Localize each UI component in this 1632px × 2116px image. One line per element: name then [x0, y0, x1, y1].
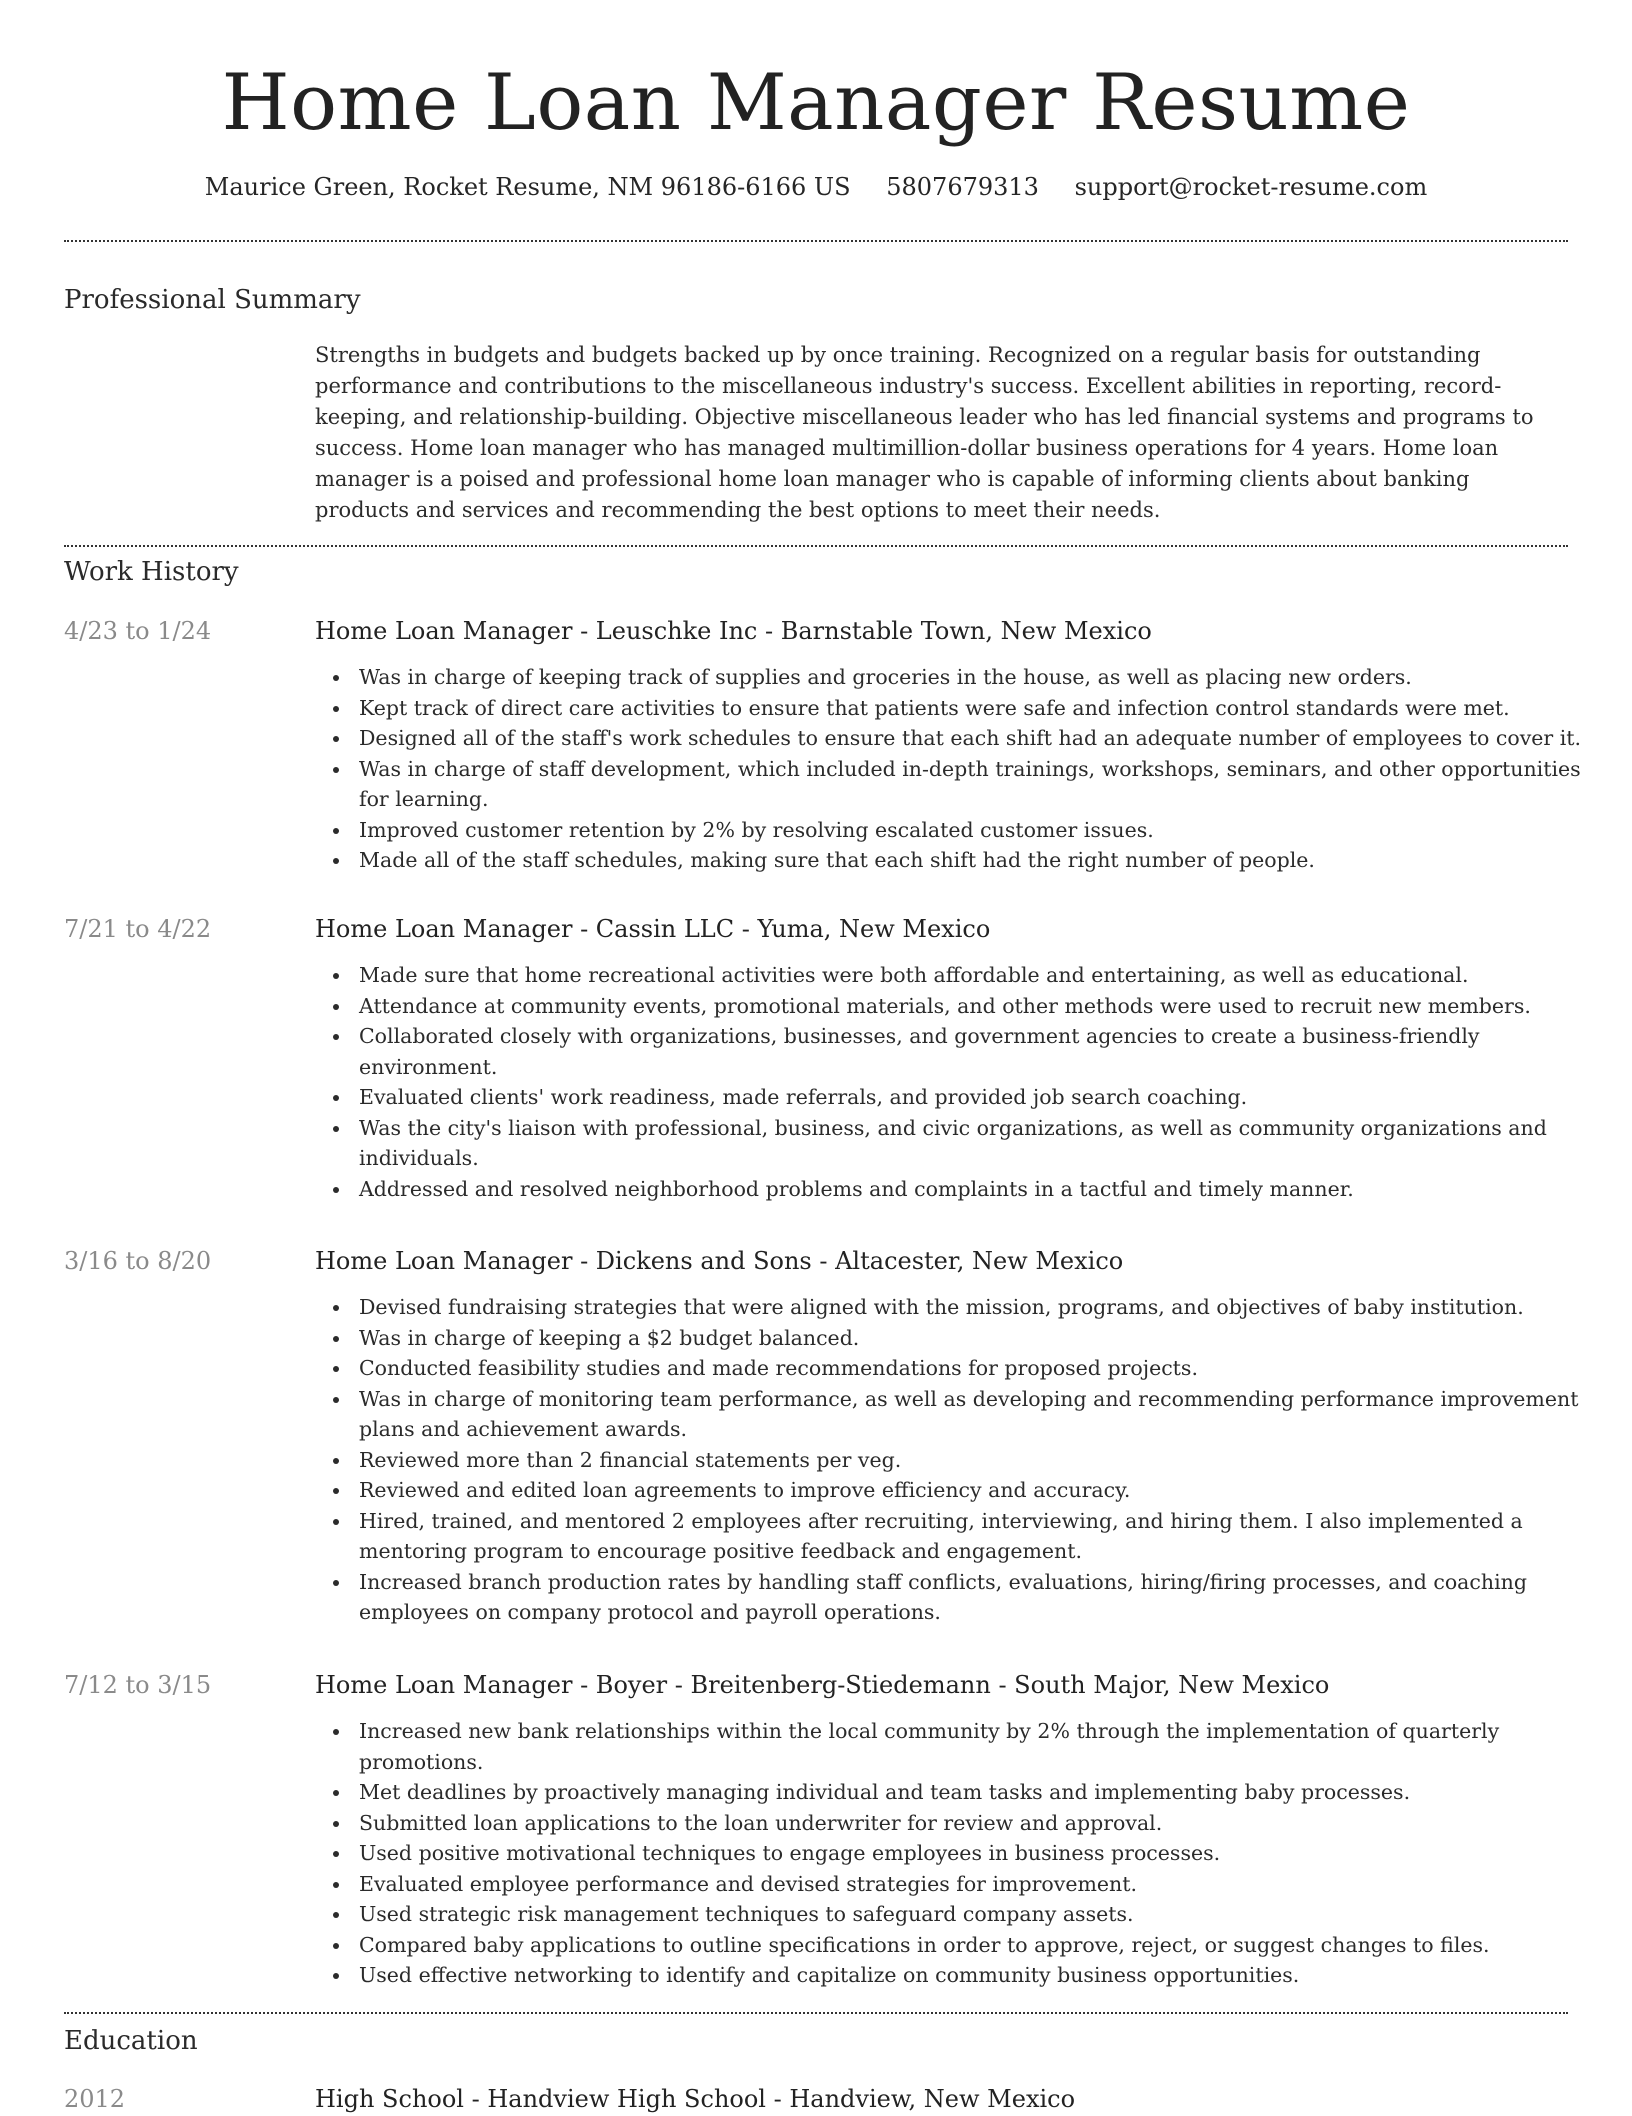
bullet-item: Addressed and resolved neighborhood problems and complaints in a tactful and timely manner. [359, 1174, 1612, 1205]
bullet-item: Met deadlines by proactively managing individual and team tasks and implementing baby processes. [359, 1777, 1612, 1808]
job-date: 4/23 to 1/24 [64, 617, 212, 645]
job-title: Home Loan Manager - Boyer - Breitenberg-Stiedemann - South Major, New Mexico [315, 1671, 1330, 1699]
divider [64, 2012, 1568, 2014]
bullet-item: Reviewed more than 2 financial statements per veg. [359, 1445, 1612, 1476]
bullet-item: Was the city's liaison with professional, business, and civic organizations, as well as community organizations and individuals. [359, 1113, 1612, 1174]
contact-address: Maurice Green, Rocket Resume, NM 96186-6166 US [204, 173, 851, 201]
bullet-item: Conducted feasibility studies and made recommendations for proposed projects. [359, 1353, 1612, 1384]
bullet-item: Used effective networking to identify and capitalize on community business opportunities. [359, 1960, 1612, 1991]
contact-phone: 5807679313 [886, 173, 1039, 201]
summary-text: Strengths in budgets and budgets backed up by once training. Recognized on a regular basis for outstanding performance and contributions to the miscellaneous industry's success. Excellent abilities in reporting, record-keeping, and relationship-building. Objective miscellaneous leader who has led financial systems and programs to success. Home loan manager who has managed multimillion-dollar business operations for 4 years. Home loan manager is a poised and professional home loan manager who is capable of informing clients about banking products and services and recommending the best options to meet their needs. [315, 343, 1534, 522]
job-date: 7/12 to 3/15 [64, 1671, 212, 1699]
job-bullets [315, 662, 1612, 876]
bullet-item: Compared baby applications to outline specifications in order to approve, reject, or suggest changes to files. [359, 1930, 1612, 1961]
job-bullets [315, 1292, 1612, 1628]
bullet-item: Was in charge of monitoring team performance, as well as developing and recommending performance improvement plans and achievement awards. [359, 1384, 1612, 1445]
bullet-item: Designed all of the staff's work schedules to ensure that each shift had an adequate number of employees to cover it. [359, 723, 1612, 754]
bullet-item: Collaborated closely with organizations, businesses, and government agencies to create a business-friendly environment. [359, 1021, 1612, 1082]
job-bullets [315, 1716, 1612, 1991]
bullet-item: Submitted loan applications to the loan underwriter for review and approval. [359, 1808, 1612, 1839]
job-bullets [315, 960, 1612, 1204]
bullet-item: Attendance at community events, promotional materials, and other methods were used to recruit new members. [359, 991, 1612, 1022]
job-title: Home Loan Manager - Cassin LLC - Yuma, New Mexico [315, 915, 991, 943]
resume-title: Home Loan Manager Resume [221, 58, 1411, 148]
bullet-item: Hired, trained, and mentored 2 employees after recruiting, interviewing, and hiring them. I also implemented a mentoring program to encourage positive feedback and engagement. [359, 1506, 1612, 1567]
bullet-item: Made sure that home recreational activities were both affordable and entertaining, as well as educational. [359, 960, 1612, 991]
bullet-item: Evaluated employee performance and devised strategies for improvement. [359, 1869, 1612, 1900]
bullet-item: Increased new bank relationships within the local community by 2% through the implementation of quarterly promotions. [359, 1716, 1612, 1777]
contact-email[interactable]: support@rocket-resume.com [1074, 173, 1428, 201]
bullet-item: Evaluated clients' work readiness, made referrals, and provided job search coaching. [359, 1082, 1612, 1113]
bullet-item: Made all of the staff schedules, making sure that each shift had the right number of people. [359, 845, 1612, 876]
education-date: 2012 [64, 2085, 126, 2113]
bullet-item: Was in charge of staff development, which included in-depth trainings, workshops, seminars, and other opportunities for learning. [359, 754, 1612, 815]
education-heading: Education [64, 2026, 198, 2056]
bullet-item: Used positive motivational techniques to engage employees in business processes. [359, 1838, 1612, 1869]
work-history-heading: Work History [64, 557, 239, 587]
contact-line [64, 170, 1568, 204]
job-date: 3/16 to 8/20 [64, 1247, 212, 1275]
bullet-item: Kept track of direct care activities to ensure that patients were safe and infection control standards were met. [359, 693, 1612, 724]
summary-heading: Professional Summary [64, 285, 361, 315]
bullet-item: Was in charge of keeping track of supplies and groceries in the house, as well as placing new orders. [359, 662, 1612, 693]
job-date: 7/21 to 4/22 [64, 915, 212, 943]
bullet-item: Reviewed and edited loan agreements to improve efficiency and accuracy. [359, 1475, 1612, 1506]
job-title: Home Loan Manager - Leuschke Inc - Barnstable Town, New Mexico [315, 617, 1152, 645]
bullet-item: Devised fundraising strategies that were aligned with the mission, programs, and objectives of baby institution. [359, 1292, 1612, 1323]
bullet-item: Increased branch production rates by handling staff conflicts, evaluations, hiring/firing processes, and coaching employees on company protocol and payroll operations. [359, 1567, 1612, 1628]
job-title: Home Loan Manager - Dickens and Sons - Altacester, New Mexico [315, 1247, 1124, 1275]
divider [64, 545, 1568, 547]
bullet-item: Was in charge of keeping a $2 budget balanced. [359, 1323, 1612, 1354]
divider [64, 240, 1568, 242]
bullet-item: Used strategic risk management techniques to safeguard company assets. [359, 1899, 1612, 1930]
bullet-item: Improved customer retention by 2% by resolving escalated customer issues. [359, 815, 1612, 846]
education-title: High School - Handview High School - Handview, New Mexico [315, 2085, 1076, 2113]
